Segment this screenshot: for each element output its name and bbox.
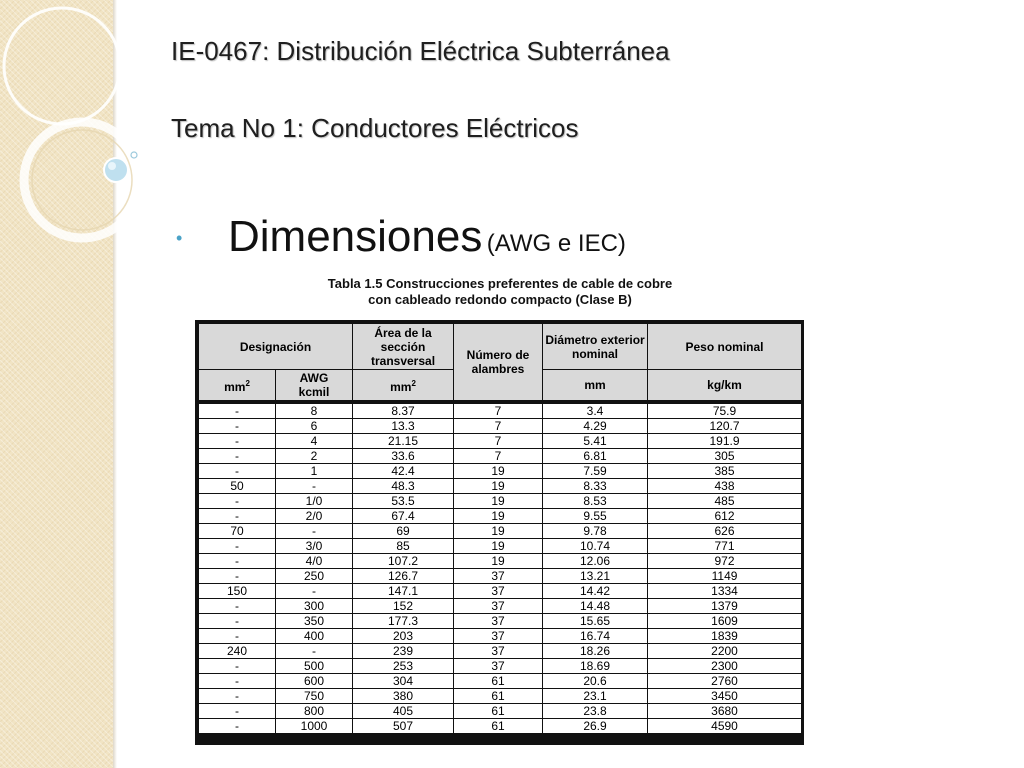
cell-mm2: 50 (199, 479, 276, 494)
cell-diametro: 4.29 (543, 419, 648, 434)
cell-awg: 1/0 (276, 494, 353, 509)
bullet-heading (228, 212, 626, 262)
cell-area: 177.3 (353, 614, 454, 629)
cell-peso: 3680 (648, 704, 802, 719)
table-row (199, 704, 802, 719)
table-row (199, 464, 802, 479)
decorative-rings (0, 0, 200, 280)
cell-numero: 19 (454, 554, 543, 569)
cell-diametro: 6.81 (543, 449, 648, 464)
cell-area: 147.1 (353, 584, 454, 599)
cell-diametro: 8.33 (543, 479, 648, 494)
cell-diametro: 3.4 (543, 404, 648, 419)
cell-numero: 19 (454, 464, 543, 479)
cell-area: 8.37 (353, 404, 454, 419)
caption-line-1: Tabla 1.5 Construcciones preferentes de cable de cobre (327, 276, 673, 291)
cell-diametro: 14.42 (543, 584, 648, 599)
cell-mm2: - (199, 494, 276, 509)
cell-peso: 771 (648, 539, 802, 554)
cell-diametro: 7.59 (543, 464, 648, 479)
cell-area: 380 (353, 689, 454, 704)
table-row (199, 719, 802, 734)
header-numero: Número de alambres (454, 324, 543, 401)
table-row (199, 659, 802, 674)
cell-area: 13.3 (353, 419, 454, 434)
cell-diametro: 15.65 (543, 614, 648, 629)
cell-numero: 37 (454, 584, 543, 599)
cell-mm2: - (199, 539, 276, 554)
cell-numero: 19 (454, 479, 543, 494)
cell-awg: 4/0 (276, 554, 353, 569)
table-row (199, 494, 802, 509)
cell-peso: 75.9 (648, 404, 802, 419)
cell-awg: - (276, 479, 353, 494)
cell-diametro: 10.74 (543, 539, 648, 554)
cell-numero: 61 (454, 689, 543, 704)
cell-awg: 2 (276, 449, 353, 464)
table-row (199, 539, 802, 554)
cell-diametro: 18.26 (543, 644, 648, 659)
cell-mm2: - (199, 569, 276, 584)
cell-area: 21.15 (353, 434, 454, 449)
cell-peso: 3450 (648, 689, 802, 704)
cell-numero: 37 (454, 629, 543, 644)
cell-peso: 1609 (648, 614, 802, 629)
cell-area: 203 (353, 629, 454, 644)
cell-area: 33.6 (353, 449, 454, 464)
cell-area: 48.3 (353, 479, 454, 494)
table-row (199, 479, 802, 494)
cell-mm2: - (199, 449, 276, 464)
cell-mm2: - (199, 599, 276, 614)
header-diametro: Diámetro exterior nominal (543, 324, 648, 370)
cell-numero: 7 (454, 449, 543, 464)
cell-mm2: 70 (199, 524, 276, 539)
cell-peso: 2200 (648, 644, 802, 659)
cell-mm2: - (199, 419, 276, 434)
cell-numero: 37 (454, 614, 543, 629)
cell-area: 239 (353, 644, 454, 659)
cell-awg: 8 (276, 404, 353, 419)
cell-area: 85 (353, 539, 454, 554)
cable-table-frame (195, 320, 804, 745)
cell-awg: 6 (276, 419, 353, 434)
cell-mm2: - (199, 404, 276, 419)
cell-numero: 37 (454, 644, 543, 659)
cell-diametro: 12.06 (543, 554, 648, 569)
table-row (199, 449, 802, 464)
unit-awg: AWG kcmil (276, 370, 353, 401)
cell-awg: 500 (276, 659, 353, 674)
cell-numero: 37 (454, 599, 543, 614)
heading-main: Dimensiones (228, 212, 483, 261)
header-designacion: Designación (199, 324, 353, 370)
cell-area: 53.5 (353, 494, 454, 509)
cell-numero: 61 (454, 704, 543, 719)
table-caption (300, 276, 700, 308)
cell-awg: 1 (276, 464, 353, 479)
cell-mm2: - (199, 704, 276, 719)
cell-diametro: 18.69 (543, 659, 648, 674)
cell-area: 42.4 (353, 464, 454, 479)
cell-numero: 7 (454, 434, 543, 449)
cell-diametro: 16.74 (543, 629, 648, 644)
cell-area: 507 (353, 719, 454, 734)
cell-numero: 7 (454, 404, 543, 419)
cell-awg: 300 (276, 599, 353, 614)
cell-awg: 400 (276, 629, 353, 644)
cell-awg: 4 (276, 434, 353, 449)
cell-peso: 2300 (648, 659, 802, 674)
cell-mm2: - (199, 674, 276, 689)
cell-awg: - (276, 584, 353, 599)
cell-numero: 19 (454, 509, 543, 524)
cell-awg: - (276, 524, 353, 539)
cell-peso: 438 (648, 479, 802, 494)
cell-awg: 600 (276, 674, 353, 689)
cell-mm2: - (199, 719, 276, 734)
cell-numero: 7 (454, 419, 543, 434)
slide-subtitle: Tema No 1: Conductores Eléctricos (171, 113, 579, 143)
cell-peso: 1379 (648, 599, 802, 614)
cell-area: 405 (353, 704, 454, 719)
table-row (199, 419, 802, 434)
cell-area: 253 (353, 659, 454, 674)
cell-peso: 1149 (648, 569, 802, 584)
cell-diametro: 23.1 (543, 689, 648, 704)
cell-peso: 2760 (648, 674, 802, 689)
caption-line-2: con cableado redondo compacto (Clase B) (368, 292, 632, 307)
cell-numero: 19 (454, 524, 543, 539)
cell-numero: 61 (454, 719, 543, 734)
cell-diametro: 20.6 (543, 674, 648, 689)
table-body (199, 404, 802, 734)
table-row (199, 644, 802, 659)
unit-peso: kg/km (648, 370, 802, 401)
cell-awg: 1000 (276, 719, 353, 734)
cell-area: 69 (353, 524, 454, 539)
cell-area: 107.2 (353, 554, 454, 569)
cell-awg: 2/0 (276, 509, 353, 524)
cell-numero: 19 (454, 494, 543, 509)
table-row (199, 629, 802, 644)
cell-awg: 750 (276, 689, 353, 704)
table-row (199, 614, 802, 629)
cell-mm2: - (199, 689, 276, 704)
cell-awg: - (276, 644, 353, 659)
cell-awg: 250 (276, 569, 353, 584)
cell-area: 304 (353, 674, 454, 689)
cell-numero: 37 (454, 569, 543, 584)
cell-mm2: - (199, 554, 276, 569)
cell-mm2: - (199, 464, 276, 479)
cell-mm2: - (199, 434, 276, 449)
table-row (199, 599, 802, 614)
cell-peso: 305 (648, 449, 802, 464)
table-row (199, 689, 802, 704)
cell-mm2: 240 (199, 644, 276, 659)
cell-diametro: 9.78 (543, 524, 648, 539)
cell-awg: 350 (276, 614, 353, 629)
cell-diametro: 26.9 (543, 719, 648, 734)
unit-mm2: $mm^2$ (199, 370, 276, 401)
cell-peso: 385 (648, 464, 802, 479)
cell-awg: 800 (276, 704, 353, 719)
cell-diametro: 9.55 (543, 509, 648, 524)
cell-mm2: 150 (199, 584, 276, 599)
cell-mm2: - (199, 614, 276, 629)
cell-diametro: 23.8 (543, 704, 648, 719)
cell-mm2: - (199, 659, 276, 674)
cell-diametro: 8.53 (543, 494, 648, 509)
header-peso: Peso nominal (648, 324, 802, 370)
bullet-marker: • (176, 228, 183, 248)
table-row (199, 509, 802, 524)
cell-peso: 1839 (648, 629, 802, 644)
table-row (199, 554, 802, 569)
cell-peso: 4590 (648, 719, 802, 734)
table-row (199, 674, 802, 689)
unit-area: $mm^2$ (353, 370, 454, 401)
cell-peso: 626 (648, 524, 802, 539)
cell-numero: 37 (454, 659, 543, 674)
cell-peso: 612 (648, 509, 802, 524)
unit-diametro: mm (543, 370, 648, 401)
cell-area: 67.4 (353, 509, 454, 524)
table-row (199, 569, 802, 584)
cell-peso: 485 (648, 494, 802, 509)
cell-mm2: - (199, 629, 276, 644)
table-row (199, 404, 802, 419)
cell-peso: 120.7 (648, 419, 802, 434)
slide-title: IE-0467: Distribución Eléctrica Subterránea (171, 36, 670, 66)
cell-diametro: 5.41 (543, 434, 648, 449)
header-area: Área de la sección transversal (353, 324, 454, 370)
cell-mm2: - (199, 509, 276, 524)
cell-peso: 191.9 (648, 434, 802, 449)
table-row (199, 524, 802, 539)
table-row (199, 434, 802, 449)
cell-peso: 1334 (648, 584, 802, 599)
cell-diametro: 14.48 (543, 599, 648, 614)
cell-numero: 19 (454, 539, 543, 554)
heading-sub: (AWG e IEC) (486, 230, 626, 257)
cell-area: 126.7 (353, 569, 454, 584)
cell-peso: 972 (648, 554, 802, 569)
cell-diametro: 13.21 (543, 569, 648, 584)
cell-numero: 61 (454, 674, 543, 689)
cable-table (198, 323, 802, 734)
table-row (199, 584, 802, 599)
cell-awg: 3/0 (276, 539, 353, 554)
cell-area: 152 (353, 599, 454, 614)
